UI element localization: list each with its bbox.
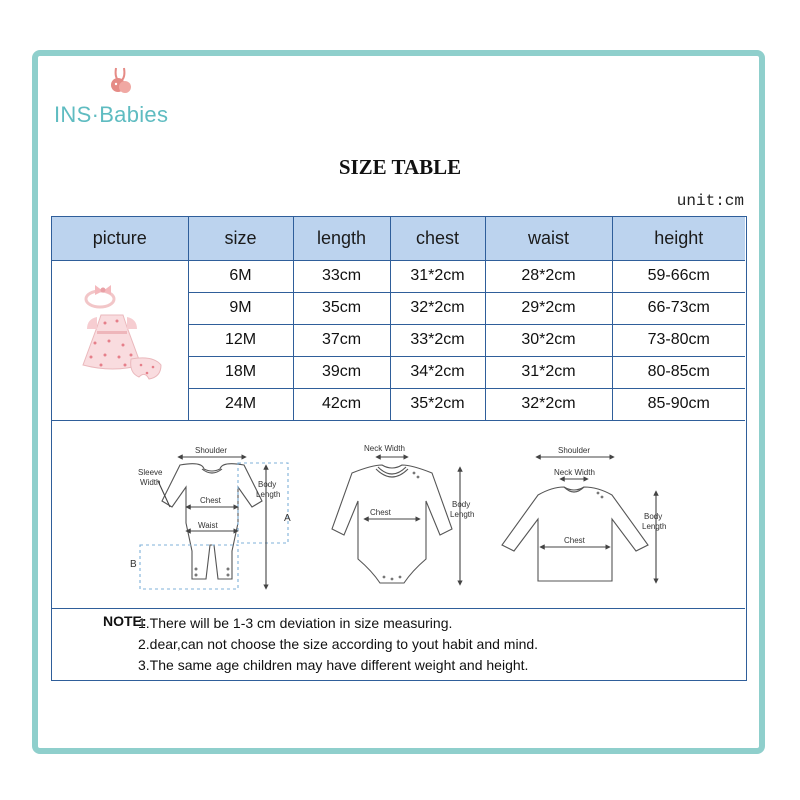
page-title: SIZE TABLE (338, 155, 462, 179)
table-cell: 24M (188, 388, 293, 420)
label-chest: Chest (200, 496, 221, 505)
label-neck-width: Neck Width (554, 468, 595, 477)
baby-dress-image (65, 273, 175, 403)
table-cell: 33*2cm (390, 324, 485, 356)
label-a: A (284, 513, 291, 524)
note-line: 3.The same age children may have different weight and height. (138, 657, 529, 673)
table-cell: 32*2cm (485, 388, 612, 420)
column-header: chest (390, 217, 485, 260)
svg-text:Width: Width (140, 478, 161, 487)
column-header: waist (485, 217, 612, 260)
table-cell: 85-90cm (612, 388, 745, 420)
table-cell: 28*2cm (485, 260, 612, 292)
size-table (52, 217, 745, 421)
unit-label: unit:cm (676, 192, 744, 210)
svg-text:Length: Length (450, 510, 475, 519)
note-line: 1.There will be 1-3 cm deviation in size measuring. (138, 615, 453, 631)
table-cell: 35*2cm (390, 388, 485, 420)
label-shoulder: Shoulder (558, 446, 591, 455)
table-cell: 35cm (293, 292, 390, 324)
bodysuit-labels (364, 444, 474, 519)
table-cell: 34*2cm (390, 356, 485, 388)
svg-text:Body: Body (258, 480, 277, 489)
romper-labels (130, 446, 291, 570)
notes-section (103, 613, 738, 676)
bodysuit-diagram (332, 457, 460, 583)
table-cell: 37cm (293, 324, 390, 356)
table-cell: 59-66cm (612, 260, 745, 292)
table-cell: 32*2cm (390, 292, 485, 324)
svg-text:Body: Body (644, 512, 663, 521)
table-cell: 39cm (293, 356, 390, 388)
table-row (52, 260, 745, 292)
column-header: height (612, 217, 745, 260)
label-chest: Chest (564, 536, 585, 545)
label-waist: Waist (198, 521, 218, 530)
product-picture-cell (52, 260, 188, 420)
table-cell: 31*2cm (390, 260, 485, 292)
label-chest: Chest (370, 508, 391, 517)
svg-text:Body: Body (452, 500, 471, 509)
note-line: 2.dear,can not choose the size according to yout habit and mind. (138, 636, 539, 652)
bunny-logo-icon (106, 66, 136, 98)
table-cell: 42cm (293, 388, 390, 420)
table-cell: 31*2cm (485, 356, 612, 388)
svg-text:Length: Length (256, 490, 281, 499)
table-cell: 12M (188, 324, 293, 356)
column-header: size (188, 217, 293, 260)
brand-logo (54, 66, 194, 128)
table-cell: 30*2cm (485, 324, 612, 356)
svg-text:Sleeve: Sleeve (138, 468, 163, 477)
table-cell: 73-80cm (612, 324, 745, 356)
brand-name: INS·Babies (54, 102, 169, 127)
table-cell: 80-85cm (612, 356, 745, 388)
table-cell: 9M (188, 292, 293, 324)
table-cell: 33cm (293, 260, 390, 292)
table-cell: 6M (188, 260, 293, 292)
note-label: NOTE: (103, 613, 147, 629)
column-header: picture (52, 217, 188, 260)
measurement-diagrams-svg (52, 421, 745, 609)
label-neck-width: Neck Width (364, 444, 405, 453)
table-cell: 66-73cm (612, 292, 745, 324)
label-shoulder: Shoulder (195, 446, 228, 455)
measurement-diagrams (52, 421, 745, 609)
table-header-row (52, 217, 745, 260)
shirt-labels (554, 446, 666, 545)
svg-text:Length: Length (642, 522, 667, 531)
column-header: length (293, 217, 390, 260)
table-cell: 29*2cm (485, 292, 612, 324)
label-b: B (130, 559, 137, 570)
size-table-container (51, 216, 747, 681)
table-cell: 18M (188, 356, 293, 388)
